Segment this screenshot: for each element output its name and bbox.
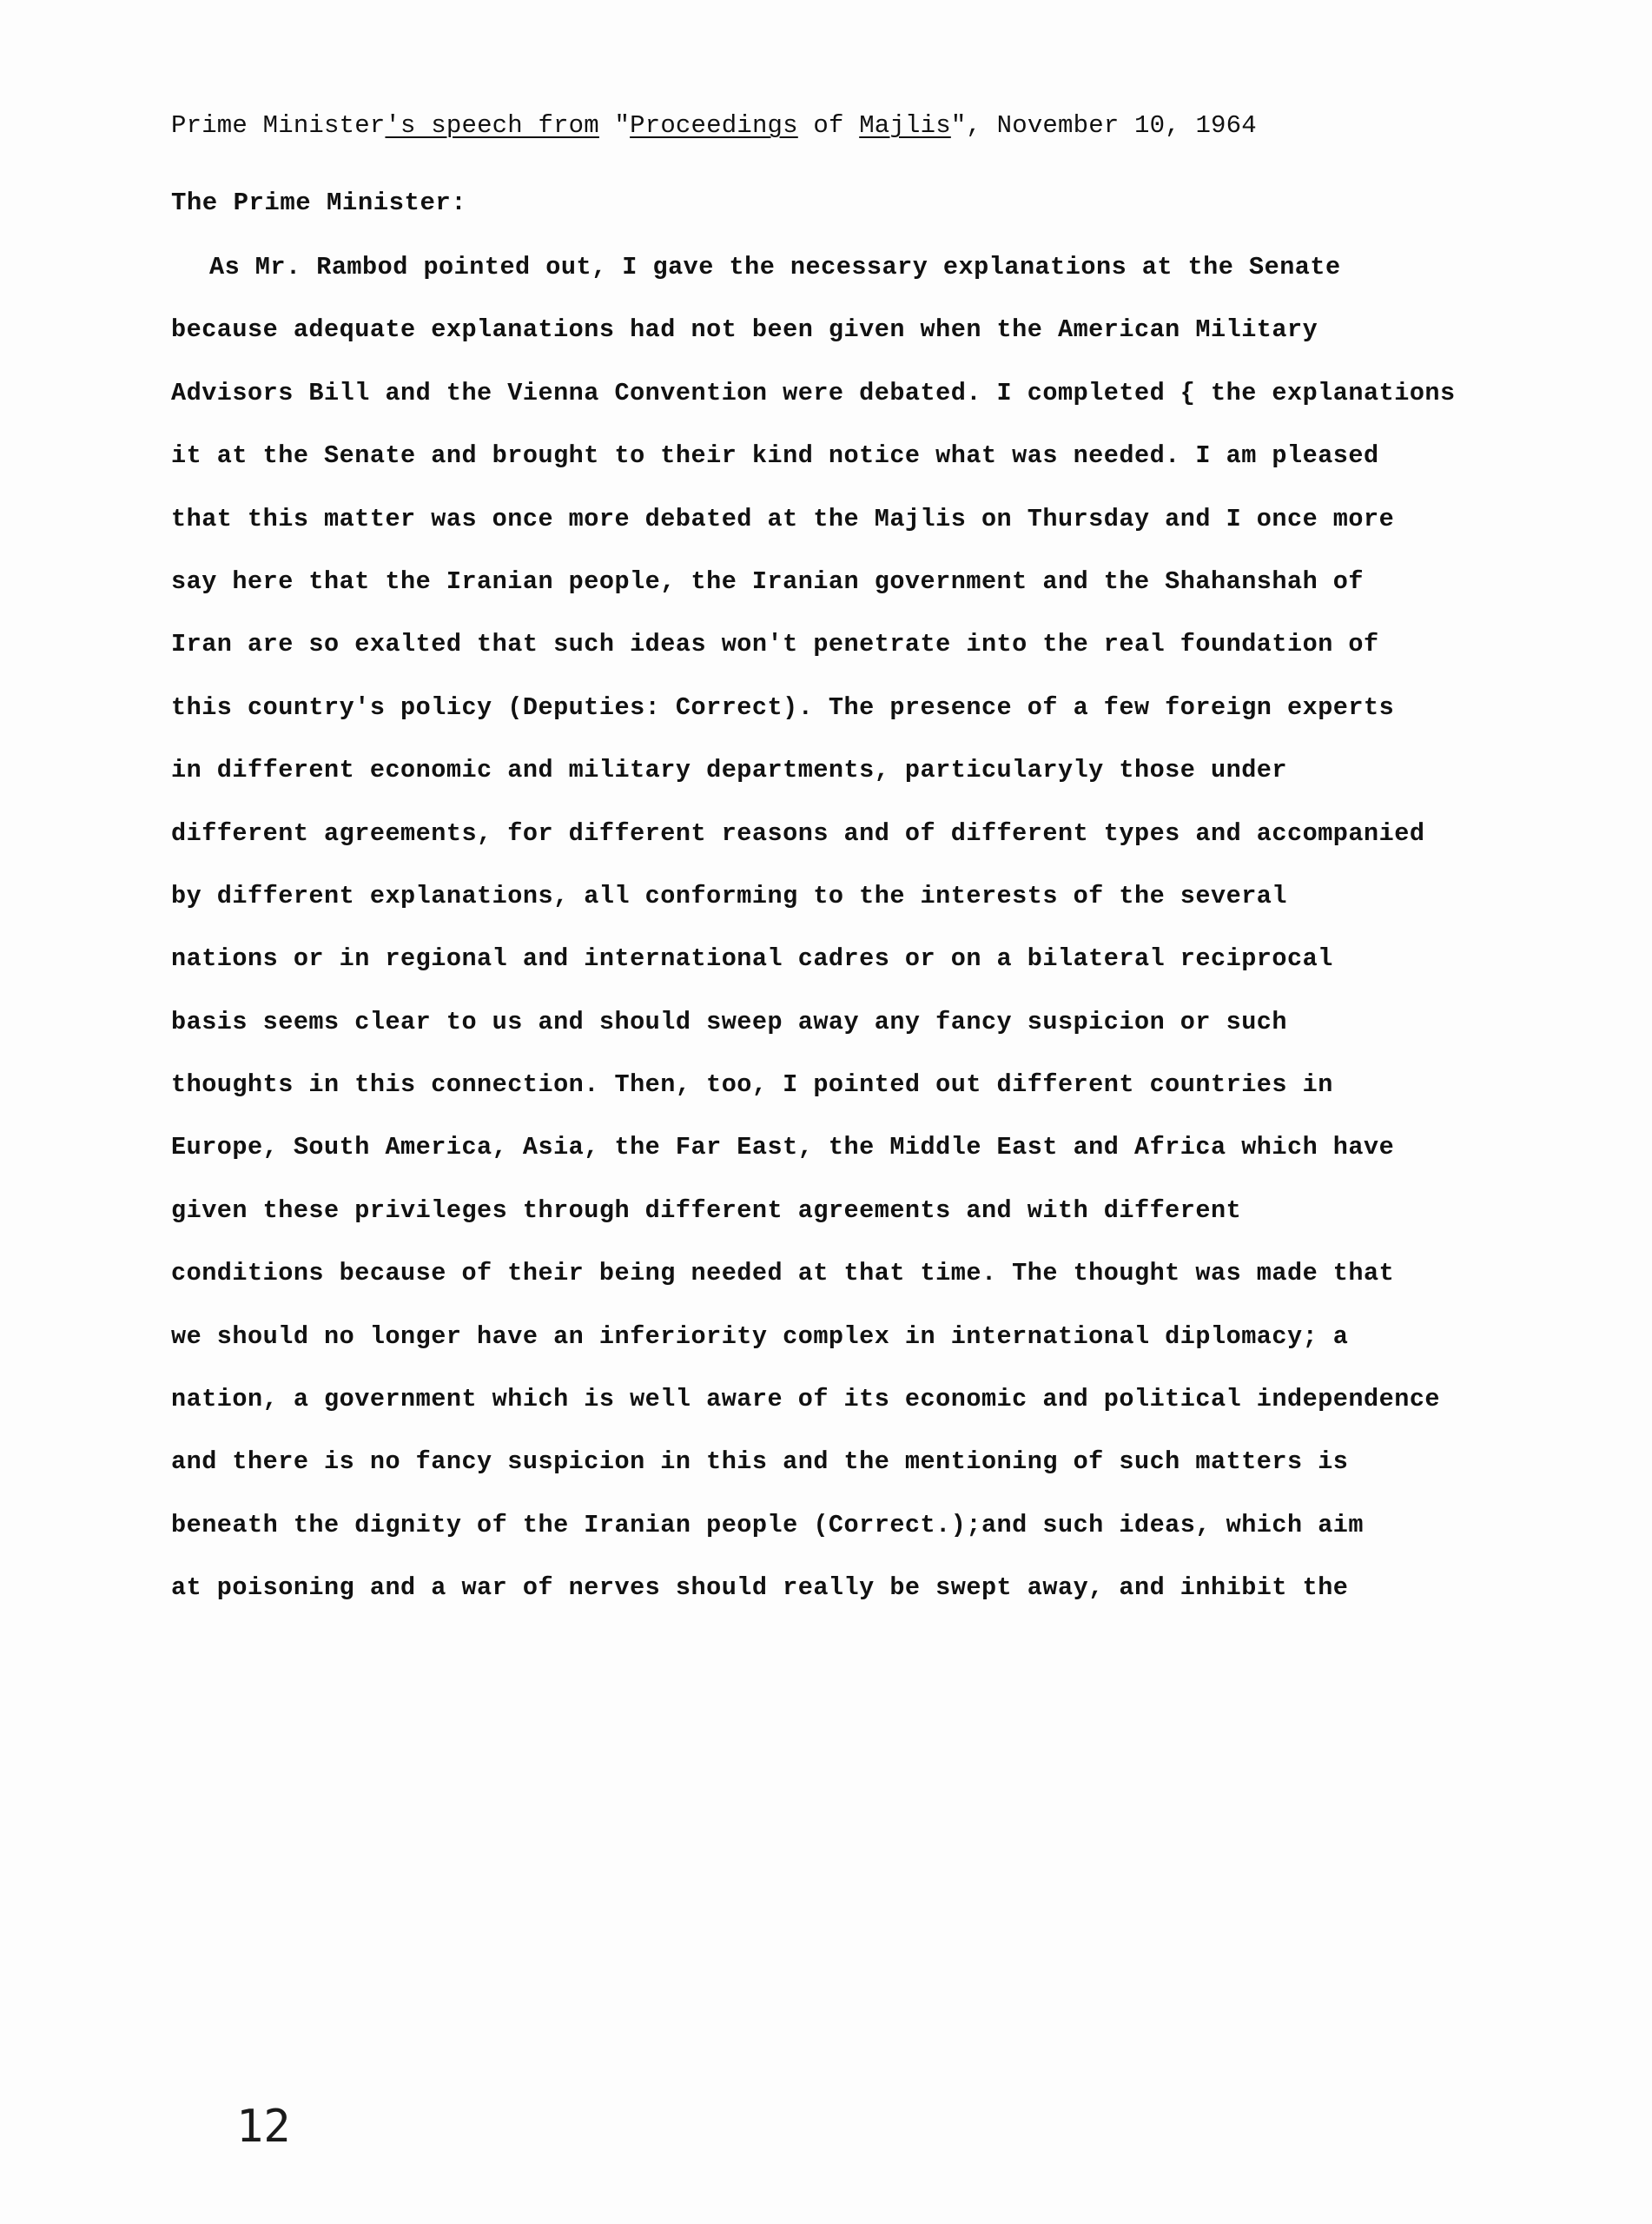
text-line: Europe, South America, Asia, the Far East, the Middle East and Africa which have [171, 1133, 1395, 1162]
header-date: ", November 10, 1964 [950, 111, 1257, 140]
text-line: different agreements, for different reasons and of different types and accompanied [171, 818, 1425, 848]
page-number: 12 [236, 2101, 291, 2153]
text-line: in different economic and military departments, particularyly those under [171, 756, 1288, 785]
text-line: it at the Senate and brought to their kind notice what was needed. I am pleased [171, 441, 1379, 471]
header-quote-open: " [598, 111, 631, 140]
text-line: nations or in regional and international cadres or on a bilateral reciprocal [171, 944, 1333, 974]
text-line: and there is no fancy suspicion in this and the mentioning of such matters is [171, 1447, 1349, 1477]
text-line: conditions because of their being needed at that time. The thought was made that [171, 1259, 1395, 1288]
text-line: nation, a government which is well aware of its economic and political independence [171, 1385, 1441, 1414]
text-line: that this matter was once more debated at the Majlis on Thursday and I once more [171, 504, 1395, 533]
speech-body [171, 250, 1526, 1634]
header-proceedings: Proceedings [630, 111, 798, 140]
speaker-label: The Prime Minister: [171, 189, 467, 217]
text-line: thoughts in this connection. Then, too, I pointed out different countries in [171, 1070, 1333, 1100]
text-line: given these privileges through different agreements and with different [171, 1195, 1242, 1225]
text-line: As Mr. Rambod pointed out, I gave the necessary explanations at the Senate [209, 253, 1341, 281]
text-line: beneath the dignity of the Iranian people (Correct.);and such ideas, which aim [171, 1510, 1365, 1539]
text-line: Iran are so exalted that such ideas won't penetrate into the real foundation of [171, 630, 1379, 659]
header-majlis: Majlis [859, 111, 951, 140]
text-line: by different explanations, all conforming to the interests of the several [171, 881, 1288, 910]
text-line: Advisors Bill and the Vienna Convention were debated. I completed { the explanations [171, 378, 1456, 407]
header-of: of [797, 111, 860, 140]
header-speech-from: 's speech from [385, 111, 599, 140]
header-prime-minister: Prime Minister [171, 111, 386, 140]
text-line: at poisoning and a war of nerves should really be swept away, and inhibit the [171, 1573, 1349, 1603]
document-header [171, 111, 1257, 140]
text-line: basis seems clear to us and should sweep away any fancy suspicion or such [171, 1007, 1288, 1036]
text-line: this country's policy (Deputies: Correct). The presence of a few foreign experts [171, 692, 1395, 722]
text-line: because adequate explanations had not been given when the American Military [171, 315, 1318, 345]
text-line: say here that the Iranian people, the Iranian government and the Shahanshah of [171, 566, 1365, 596]
text-line: we should no longer have an inferiority complex in international diplomacy; a [171, 1321, 1349, 1351]
